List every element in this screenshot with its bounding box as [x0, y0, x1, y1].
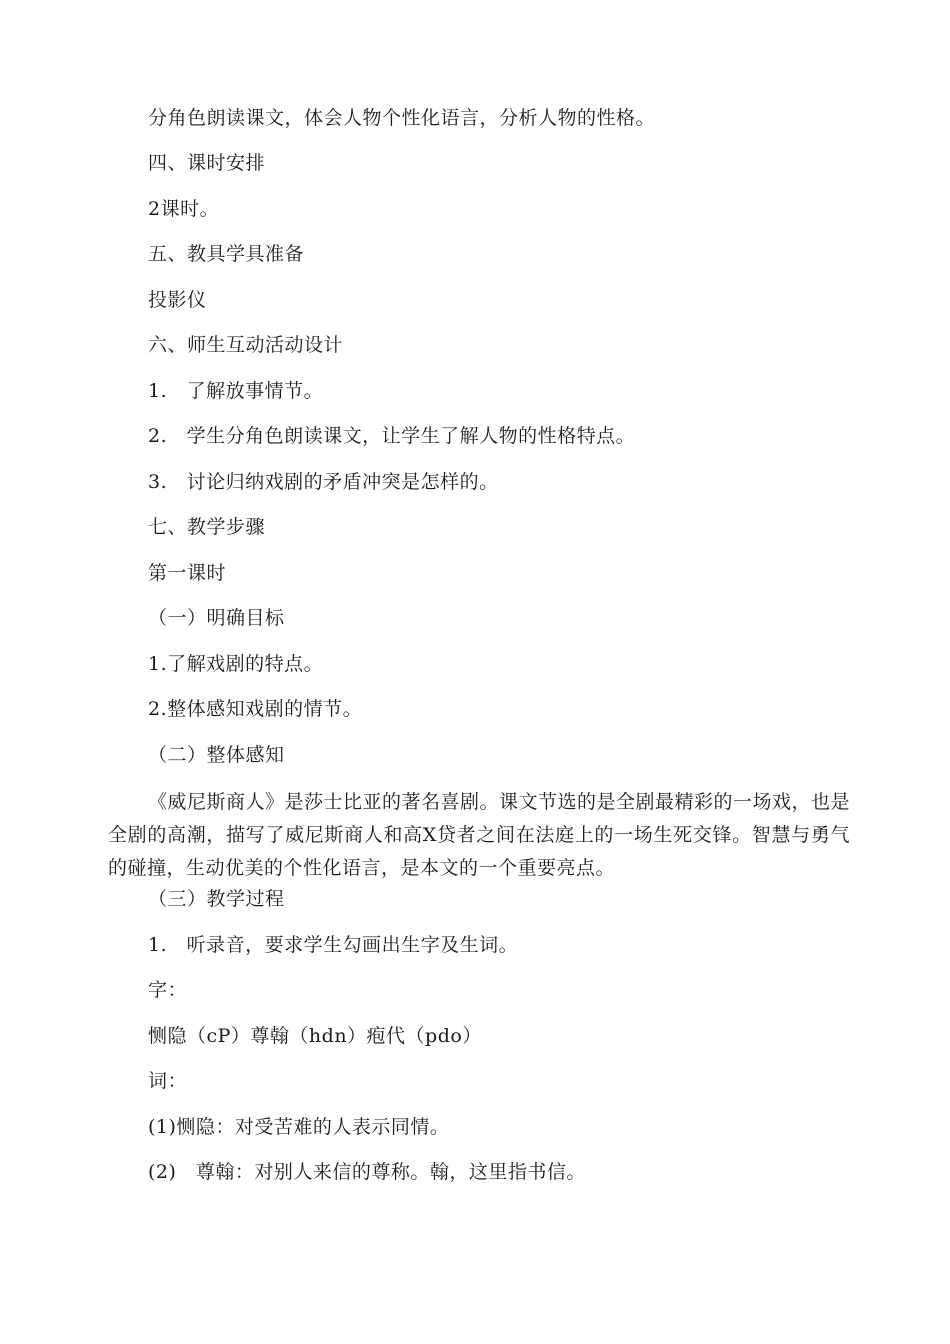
section-heading: 四、课时安排 [148, 152, 266, 174]
section-heading: 七、教学步骤 [148, 516, 266, 538]
text-line: 2课时。 [148, 198, 220, 220]
list-item: 3. 讨论归纳戏剧的矛盾冲突是怎样的。 [148, 471, 499, 493]
text-line: 词： [148, 1070, 188, 1092]
text-line: 字： [148, 979, 188, 1001]
list-item: 1. 听录音，要求学生勾画出生字及生词。 [148, 934, 519, 956]
subsection-heading: 第一课时 [148, 562, 227, 584]
subsection-heading: （一）明确目标 [148, 607, 285, 629]
subsection-heading: （二）整体感知 [148, 744, 285, 766]
list-item: 2.整体感知戏剧的情节。 [148, 698, 363, 720]
list-item: (2) 尊翰：对别人来信的尊称。翰，这里指书信。 [148, 1161, 586, 1183]
section-heading: 五、教具学具准备 [148, 243, 305, 265]
list-item: (1)恻隐：对受苦难的人表示同情。 [148, 1116, 450, 1138]
list-item: 2. 学生分角色朗读课文，让学生了解人物的性格特点。 [148, 425, 636, 447]
section-heading: 六、师生互动活动设计 [148, 334, 344, 356]
list-item: 1.了解戏剧的特点。 [148, 653, 324, 675]
text-line: 投影仪 [148, 289, 207, 311]
body-paragraph: 《威尼斯商人》是莎士比亚的著名喜剧。课文节选的是全剧最精彩的一场戏，也是全剧的高潮，描写了威尼斯商人和高X贷者之间在法庭上的一场生死交锋。智慧与勇气的碰撞，生动优美的个性化语言，是本文的一个重要亮点。 [108, 791, 851, 879]
subsection-heading: （三）教学过程 [148, 888, 285, 910]
list-item: 1. 了解放事情节。 [148, 380, 324, 402]
text-line: 恻隐（cP）尊翰（hdn）疱代（pdo） [148, 1025, 482, 1047]
text-line: 分角色朗读课文，体会人物个性化语言，分析人物的性格。 [148, 107, 656, 129]
